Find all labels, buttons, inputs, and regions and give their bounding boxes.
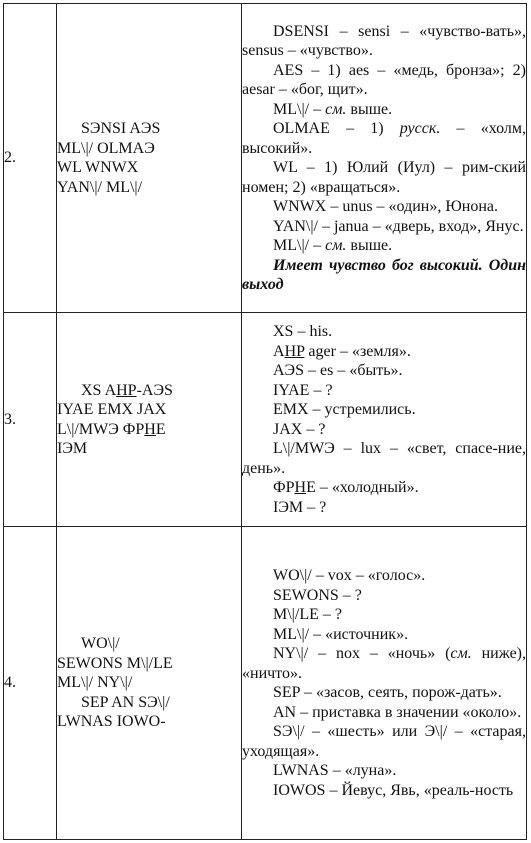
row-number: 2. [4, 4, 57, 313]
source-line: ML\|/ OLMAЭ [57, 139, 155, 157]
gloss-entry: ML\|/ – «источник». [273, 625, 409, 643]
gloss-entry: AES – 1) aes – «медь, бронза»; 2) aesar – «бог, щит». [242, 61, 526, 98]
gloss-entry: NY\|/ – nox – «ночь» (см. ниже), «ничто». [242, 645, 526, 682]
gloss-entry: EMX – устремились. [273, 401, 416, 418]
gloss-entry: SEWONS – ? [273, 586, 362, 604]
glossary-table [3, 3, 527, 840]
source-line: IЭM [57, 440, 88, 457]
gloss-cell [242, 527, 527, 840]
source-line: IYAE EMX JAX [57, 401, 167, 418]
gloss-entry: ФРHE – «холодный». [273, 479, 419, 496]
gloss-entry: IYAE – ? [273, 381, 333, 399]
row-number: 3. [4, 313, 57, 527]
source-line: YAN\|/ ML\|/ [57, 178, 143, 196]
gloss-entry: OLMAE – 1) русск. – «холм, высокий». [242, 120, 526, 157]
gloss-entry: DSENSI – sensi – «чувство-вать», sensus – «чувство». [242, 22, 526, 59]
row-number: 4. [4, 527, 57, 840]
translation-line: Имеет чувство бог высокий. Один выход [242, 256, 526, 293]
gloss-entry: SЭ\|/ – «шесть» или Э\|/ – «старая, уходящая». [242, 723, 526, 760]
table-row [4, 527, 527, 840]
source-inscription [57, 4, 242, 313]
gloss-entry: XS – his. [273, 323, 333, 340]
source-inscription [57, 527, 242, 840]
gloss-entry: WL – 1) Юлий (Иул) – рим-ский номен; 2) «вращаться». [242, 159, 526, 196]
table-row [4, 4, 527, 313]
gloss-entry: L\|/MWЭ – lux – «свет, спасе-ние, день». [242, 440, 526, 477]
gloss-entry: AЭS – es – «быть». [273, 362, 403, 379]
gloss-entry: YAN\|/ – janua – «дверь, вход», Янус. [273, 217, 524, 235]
source-line: WO\|/ [81, 635, 120, 653]
source-line: L\|/MWЭ ФРHE [57, 420, 166, 438]
gloss-entry: AHP ager – «земля». [273, 342, 411, 360]
gloss-entry: WNWX – unus – «один», Юнона. [273, 198, 499, 215]
table-row [4, 313, 527, 527]
gloss-entry: SEP – «засов, сеять, порож-дать». [273, 684, 502, 701]
gloss-entry: ML\|/ – см. выше. [273, 237, 393, 254]
gloss-cell [242, 313, 527, 527]
gloss-entry: IЭM – ? [273, 498, 327, 516]
gloss-entry: LWNAS – «луна». [273, 762, 397, 779]
gloss-entry: AN – приставка в значении «около». [273, 703, 522, 721]
source-line: SEWONS M\|/LE [57, 654, 173, 672]
source-line: LWNAS IOWO- [57, 713, 166, 731]
source-line: SEP AN SЭ\|/ [81, 693, 170, 711]
gloss-cell [242, 4, 527, 313]
source-line: SЭNSI AЭS [81, 120, 161, 137]
gloss-entry: M\|/LE – ? [273, 606, 342, 623]
gloss-entry: IOWOS – Йевус, Явь, «реаль-ность [273, 781, 514, 799]
source-inscription [57, 313, 242, 527]
gloss-entry: WO\|/ – vox – «голос». [273, 567, 426, 584]
gloss-entry: ML\|/ – см. выше. [273, 100, 393, 118]
source-line: XS AHP-AЭS [81, 381, 173, 399]
gloss-entry: JAX – ? [273, 420, 326, 438]
source-line: ML\|/ NY\|/ [57, 674, 133, 692]
source-line: WL WNWX [57, 159, 139, 176]
